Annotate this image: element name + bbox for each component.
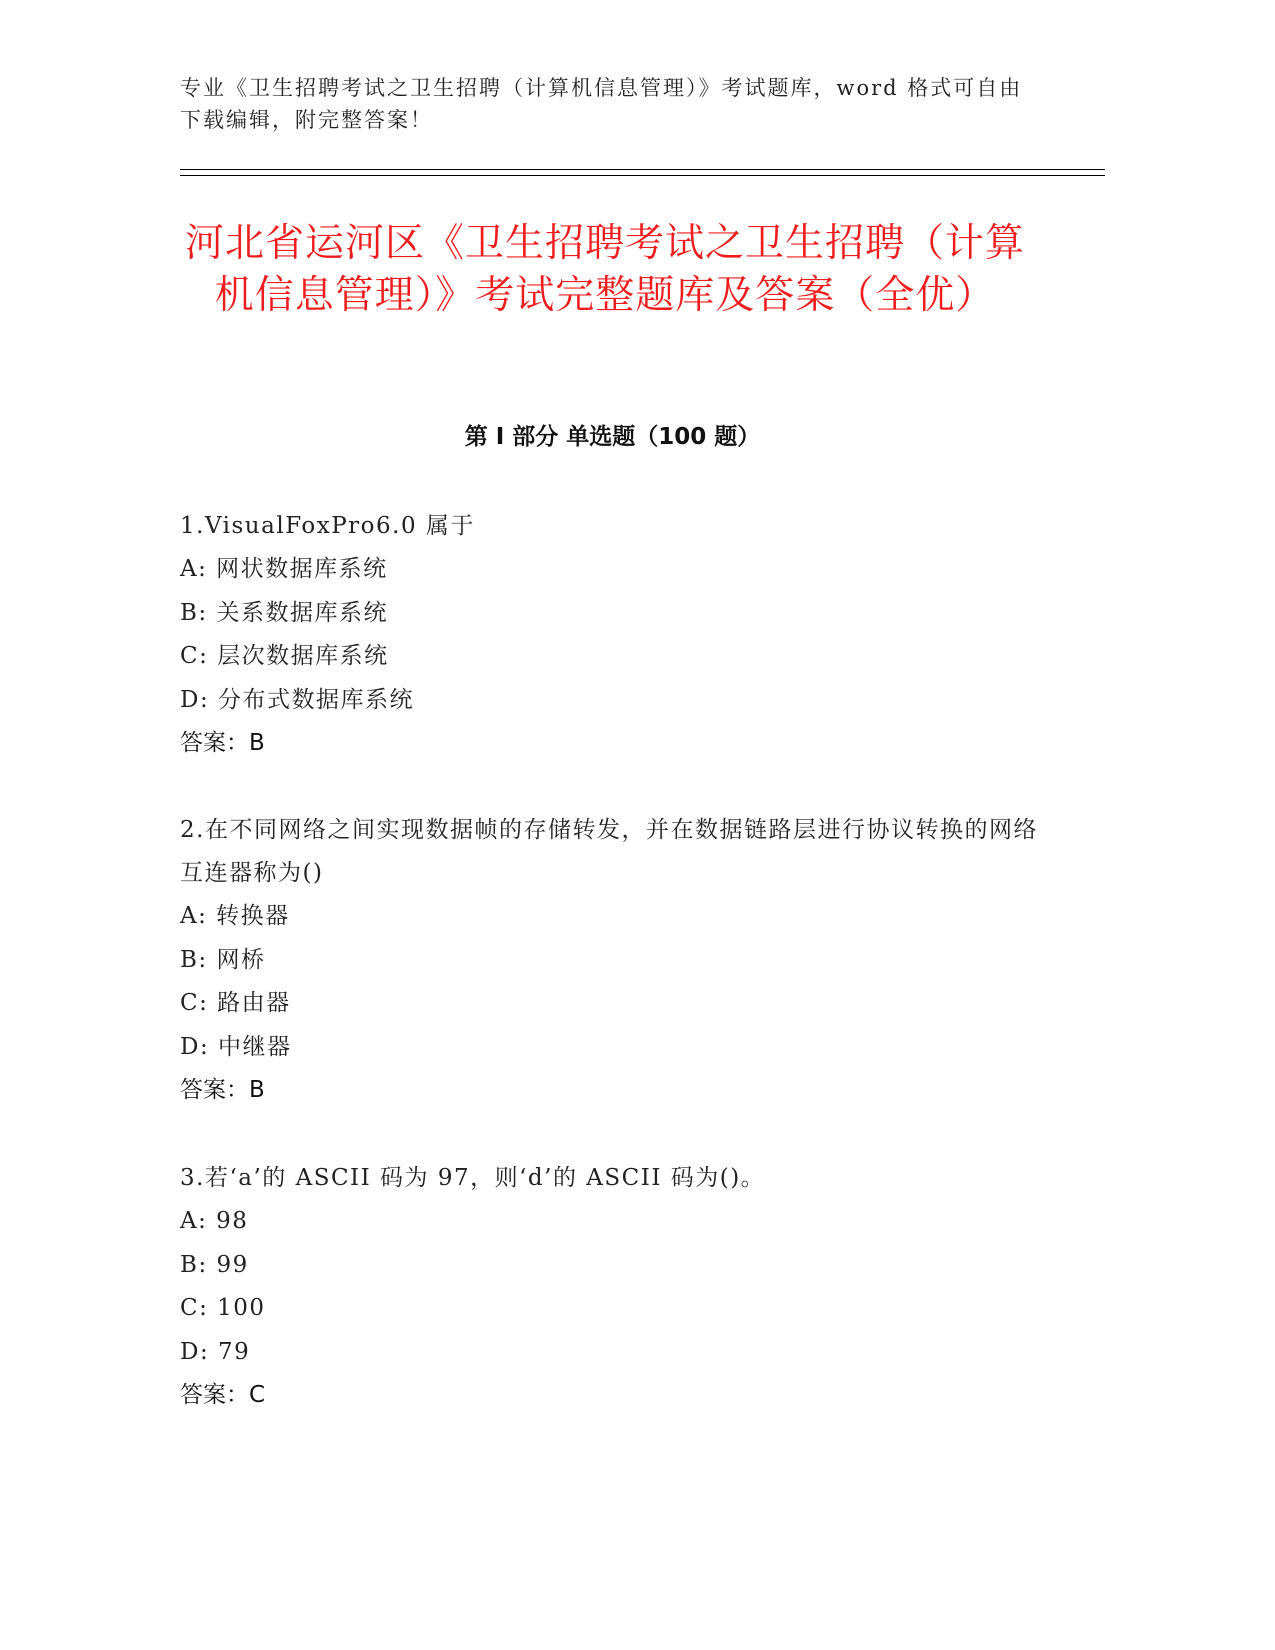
option-a: A: 98 xyxy=(180,1208,249,1234)
option-d: D: 79 xyxy=(180,1338,251,1365)
document-title: 河北省运河区《卫生招聘考试之卫生招聘（计算机信息管理）》考试完整题库及答案（全优） xyxy=(184,221,1025,318)
answer-text: 答案：B xyxy=(180,1077,265,1103)
option-a: A: 转换器 xyxy=(180,903,290,929)
option-d: D: 分布式数据库系统 xyxy=(180,686,415,713)
option-b: B: 关系数据库系统 xyxy=(180,599,388,626)
question-stem: 3.若‘a’的 ASCII 码为 97，则‘d’的 ASCII 码为()。 xyxy=(180,1165,766,1191)
question-item xyxy=(180,505,1040,765)
option-c: C: 路由器 xyxy=(180,990,291,1016)
question-item xyxy=(180,809,1040,1112)
question-stem: 2.在不同网络之间实现数据帧的存储转发，并在数据链路层进行协议转换的网络互连器称为() xyxy=(180,817,1038,886)
intro-text: 专业《卫生招聘考试之卫生招聘（计算机信息管理）》考试题库，word 格式可自由下载编辑，附完整答案！ xyxy=(180,76,1023,132)
option-a: A: 网状数据库系统 xyxy=(180,556,388,582)
question-stem: 1.VisualFoxPro6.0 属于 xyxy=(180,513,475,539)
option-d: D: 中继器 xyxy=(180,1033,292,1060)
header-divider-bottom xyxy=(180,175,1105,176)
question-item xyxy=(180,1157,1040,1417)
section-title: 第 I 部分 单选题（100 题） xyxy=(464,424,761,450)
answer-text: 答案：C xyxy=(180,1382,266,1408)
option-b: B: 99 xyxy=(180,1251,249,1278)
option-c: C: 层次数据库系统 xyxy=(180,643,389,669)
header-divider-top xyxy=(180,169,1105,170)
option-b: B: 网桥 xyxy=(180,946,266,973)
option-c: C: 100 xyxy=(180,1295,266,1321)
answer-text: 答案：B xyxy=(180,730,265,756)
